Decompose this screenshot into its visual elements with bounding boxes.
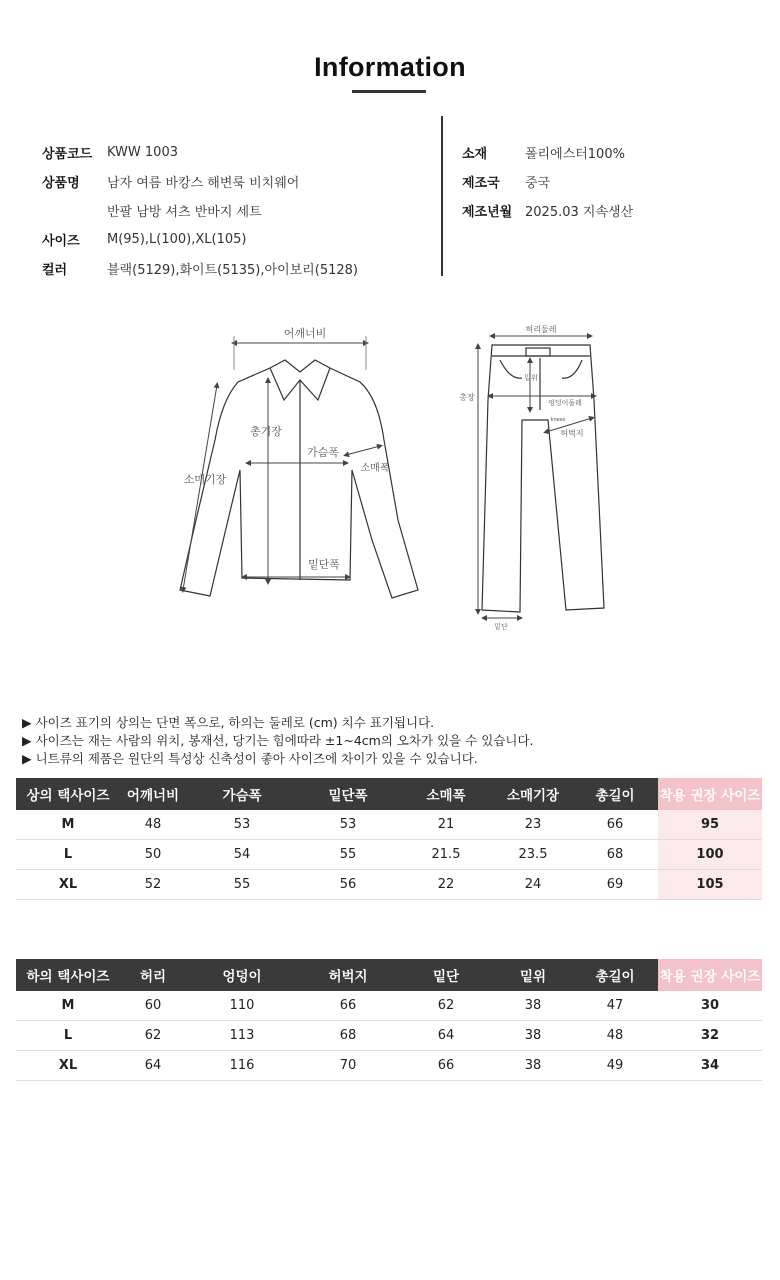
- table-cell: XL: [16, 870, 120, 900]
- table-row: [16, 1051, 762, 1081]
- table-cell: 105: [658, 870, 762, 900]
- top-size-table: [16, 778, 762, 900]
- table-header: 허벅지: [298, 959, 398, 991]
- table-header: 어깨너비: [120, 778, 186, 810]
- info-key: 상품명: [42, 176, 80, 191]
- info-value: 남자 여름 바캉스 해변룩 비치웨어: [107, 176, 300, 191]
- table-cell: 113: [186, 1021, 298, 1051]
- table-cell: 53: [186, 810, 298, 840]
- note-item: ▶ 사이즈는 재는 사람의 위치, 봉재선, 당기는 힘에따라 ±1~4cm의 오차가 있을 수 있습니다.: [22, 733, 534, 748]
- table-cell: 48: [120, 810, 186, 840]
- table-cell: 21.5: [398, 840, 494, 870]
- table-cell: L: [16, 840, 120, 870]
- label-knee: knees: [550, 417, 566, 423]
- table-cell: 30: [658, 991, 762, 1021]
- info-key: 상품코드: [42, 147, 93, 162]
- label-chest: 가슴폭: [307, 446, 339, 459]
- table-header: 착용 권장 사이즈: [658, 778, 762, 810]
- info-value: 폴리에스터100%: [525, 147, 625, 162]
- table-header: 하의 택사이즈: [16, 959, 120, 991]
- info-key: 사이즈: [42, 234, 80, 249]
- info-value: 반팔 남방 셔츠 반바지 세트: [107, 205, 262, 220]
- table-header: 총길이: [572, 778, 658, 810]
- table-cell: 60: [120, 991, 186, 1021]
- table-header: 총길이: [572, 959, 658, 991]
- page-title: Information: [314, 52, 466, 82]
- table-cell: 95: [658, 810, 762, 840]
- info-value: 블랙(5129),화이트(5135),아이보리(5128): [107, 263, 358, 278]
- table-header: 엉덩이: [186, 959, 298, 991]
- table-cell: 55: [186, 870, 298, 900]
- table-cell: 69: [572, 870, 658, 900]
- table-cell: 47: [572, 991, 658, 1021]
- table-cell: 48: [572, 1021, 658, 1051]
- table-cell: 55: [298, 840, 398, 870]
- table-header: 밑단폭: [298, 778, 398, 810]
- table-header-row: [16, 778, 762, 810]
- table-cell: 64: [120, 1051, 186, 1081]
- info-value: M(95),L(100),XL(105): [107, 232, 247, 247]
- table-cell: 64: [398, 1021, 494, 1051]
- label-sleeve-length: 소매기장: [183, 473, 227, 486]
- table-cell: 22: [398, 870, 494, 900]
- table-cell: 62: [120, 1021, 186, 1051]
- info-key: 제조년월: [462, 205, 513, 220]
- table-header-row: [16, 959, 762, 991]
- table-header: 소매기장: [494, 778, 572, 810]
- table-cell: 53: [298, 810, 398, 840]
- table-cell: L: [16, 1021, 120, 1051]
- table-row: [16, 810, 762, 840]
- table-cell: 100: [658, 840, 762, 870]
- table-cell: 32: [658, 1021, 762, 1051]
- table-cell: 66: [572, 810, 658, 840]
- table-cell: 23: [494, 810, 572, 840]
- table-cell: 49: [572, 1051, 658, 1081]
- label-hip: 엉덩이둘레: [548, 399, 582, 407]
- table-header: 소매폭: [398, 778, 494, 810]
- pants-outline: [482, 345, 604, 612]
- label-hem: 밑단폭: [308, 558, 340, 571]
- table-cell: M: [16, 810, 120, 840]
- table-cell: 68: [572, 840, 658, 870]
- table-row: [16, 991, 762, 1021]
- size-notes: [22, 714, 534, 768]
- table-cell: 62: [398, 991, 494, 1021]
- table-header: 착용 권장 사이즈: [658, 959, 762, 991]
- label-sleeve-width: 소매폭: [360, 463, 390, 474]
- table-cell: 54: [186, 840, 298, 870]
- table-cell: 68: [298, 1021, 398, 1051]
- table-header: 허리: [120, 959, 186, 991]
- label-shoulder: 어깨너비: [283, 327, 327, 340]
- label-pants-hem: 밑단: [494, 623, 508, 631]
- table-cell: 56: [298, 870, 398, 900]
- table-cell: 21: [398, 810, 494, 840]
- table-cell: 34: [658, 1051, 762, 1081]
- table-cell: 66: [398, 1051, 494, 1081]
- info-key: 제조국: [462, 176, 500, 191]
- table-cell: 70: [298, 1051, 398, 1081]
- table-cell: 24: [494, 870, 572, 900]
- table-header: 상의 택사이즈: [16, 778, 120, 810]
- table-header: 가슴폭: [186, 778, 298, 810]
- bottom-size-table: [16, 959, 762, 1081]
- table-cell: 38: [494, 991, 572, 1021]
- note-item: ▶ 사이즈 표기의 상의는 단면 폭으로, 하의는 둘레로 (cm) 치수 표기됩니다.: [22, 715, 435, 730]
- label-rise: 밑위: [524, 374, 538, 382]
- table-cell: M: [16, 991, 120, 1021]
- table-row: [16, 1021, 762, 1051]
- table-cell: 66: [298, 991, 398, 1021]
- info-key: 소재: [462, 147, 488, 162]
- info-value: 2025.03 지속생산: [525, 205, 634, 220]
- note-item: ▶ 니트류의 제품은 원단의 특성상 신축성이 좋아 사이즈에 차이가 있을 수 있습니다.: [22, 751, 478, 766]
- info-value: 중국: [525, 176, 551, 191]
- table-cell: 50: [120, 840, 186, 870]
- label-thigh: 허벅지: [560, 429, 584, 438]
- info-value: KWW 1003: [107, 145, 178, 160]
- table-cell: 116: [186, 1051, 298, 1081]
- label-waist: 허리둘레: [525, 325, 557, 334]
- table-header: 밑위: [494, 959, 572, 991]
- table-cell: XL: [16, 1051, 120, 1081]
- table-header: 밑단: [398, 959, 494, 991]
- table-cell: 38: [494, 1051, 572, 1081]
- table-cell: 38: [494, 1021, 572, 1051]
- table-cell: 23.5: [494, 840, 572, 870]
- label-pants-total: 총장: [459, 393, 475, 402]
- table-cell: 110: [186, 991, 298, 1021]
- info-key: 컬러: [42, 263, 68, 278]
- label-total-length: 총기장: [250, 425, 282, 438]
- table-cell: 52: [120, 870, 186, 900]
- table-row: [16, 870, 762, 900]
- table-row: [16, 840, 762, 870]
